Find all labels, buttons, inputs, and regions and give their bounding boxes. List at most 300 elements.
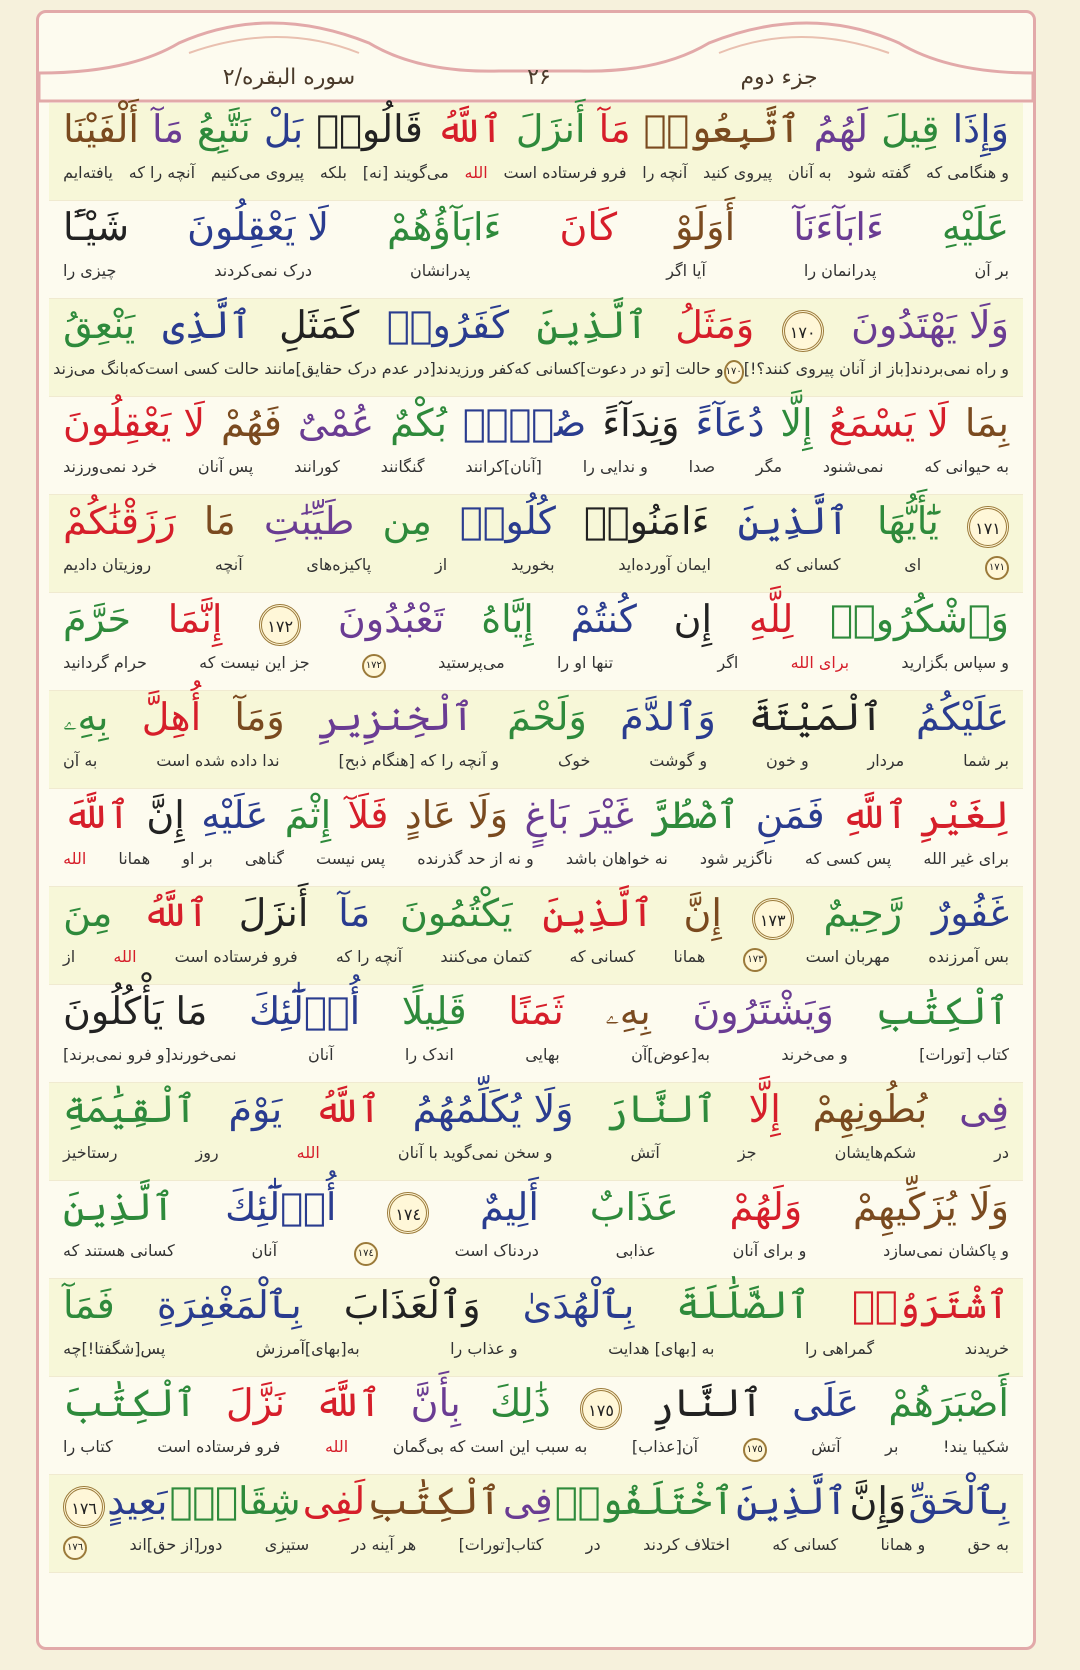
translation-word: فرو فرستاده است [503,163,627,182]
arabic-text [63,1087,1009,1139]
translation-word: به آنان [787,163,832,182]
translation-word: کفر ورزیدند[در عدم درک حقایق] [295,359,515,378]
translation-word: کتمان می‌کنند [440,947,532,966]
arabic-word: عَلَيْهِ [941,205,1009,249]
arabic-word: مَا يَأْكُلُونَ [63,989,208,1033]
arabic-word: وَإِذَا [952,107,1009,151]
translation-word: آنان [307,1045,334,1064]
arabic-word: وَمَآ [234,695,285,739]
translation-word: از [63,947,76,966]
translation-word: مانند حالت کسی است [144,359,296,378]
arabic-word: ٱخْتَلَفُوا۟ [554,1479,735,1523]
persian-translation [63,751,1009,781]
verse-line [49,1181,1023,1279]
arabic-word: إِلَّا [780,401,813,445]
arabic-word: كُلُوا۟ [459,499,556,543]
arabic-word: مَآ [338,891,371,935]
arabic-text [63,597,1009,649]
surah-label: سوره البقره/۲ [222,65,356,90]
arabic-word: أَنزَلَ [238,891,309,935]
arabic-word: ٱللَّهَ [314,1381,382,1425]
arabic-word: وَٱلدَّمَ [620,695,716,739]
arabic-text [63,891,1009,943]
arabic-word: حَرَّمَ [63,597,131,641]
translation-word: و پاکشان نمی‌سازد [883,1241,1009,1260]
translation-word: و هنگامی که [926,163,1009,182]
translation-word: می‌پرستید [438,653,505,672]
arabic-word: أَوَلَوْ [675,205,736,249]
translation-word: و گوشت [649,751,708,770]
arabic-word: فَمَنِ [755,793,825,837]
verse-number-marker-small: ١٧٤ [354,1242,378,1266]
verse-line [49,397,1023,495]
translation-word: پس آنان [197,457,254,476]
persian-translation [63,555,1009,585]
persian-translation [63,653,1009,683]
arabic-word: ٱلضَّلَٰلَةَ [676,1283,810,1327]
translation-word: می‌گویند [نه] [362,163,449,182]
arabic-word: إِنَّ [146,793,185,837]
translation-word: روزیتان دادیم [63,555,152,574]
translation-word: خرد نمی‌ورزند [63,457,158,476]
translation-word: مهربان است [805,947,891,966]
arabic-word: أُهِلَّ [141,695,202,739]
arabic-word: إِلَّا [748,1087,781,1131]
translation-word: پدرانمان را [803,261,877,280]
persian-translation [63,1045,1009,1075]
translation-word: همانا [673,947,706,966]
translation-word: یافته‌ایم [63,163,113,182]
arabic-word: وَلَا عَادٍ [404,793,509,837]
arabic-word: وَلَهُمْ [729,1185,803,1229]
translation-word: کتاب را [63,1437,113,1456]
arabic-word: ٱشْتَرَوُا۟ [852,1283,1009,1327]
arabic-text [63,401,1009,453]
translation-word: کسانی هستند که [63,1241,175,1260]
arabic-word: رَّحِيمٌ [823,891,903,935]
translation-word: به حیوانی که [924,457,1009,476]
arabic-text [63,1185,1009,1237]
verse-line [49,495,1023,593]
translation-word: مردار [867,751,905,770]
arabic-word: وَلَا يُزَكِّيهِمْ [852,1185,1009,1229]
arabic-word: ٱلَّذِينَ [63,1185,175,1229]
translation-word: درک نمی‌کردند [214,261,313,280]
arabic-word: ٱلَّذِى [162,303,252,347]
translation-word: که [128,359,145,378]
arabic-word: كُنتُمْ [570,597,637,641]
translation-word: و همانا [880,1535,926,1554]
translation-word: خوک [557,751,591,770]
translation-word: آتش [811,1437,841,1456]
arabic-word: نَزَّلَ [225,1381,286,1425]
translation-word: و راه نمی‌بردند[باز از آنان پیروی کنند؟!] [743,359,1009,378]
translation-word: در [585,1535,601,1554]
translation-word: کسانی که [514,359,581,378]
verse-number-marker: ١٧٤ [387,1192,429,1234]
translation-word: به[عوض]آن [631,1045,710,1064]
verse-number-marker-small: ١٧٠ [724,360,744,384]
arabic-word: ثَمَنًا [508,989,564,1033]
arabic-text [63,303,1009,355]
arabic-word: إِنَّ [683,891,722,935]
translation-word: چیزی را [63,261,117,280]
translation-word: فرو فرستاده است [174,947,298,966]
translation-word: بر آن [974,261,1009,280]
arabic-word: ٱللَّهُ [142,891,209,935]
arabic-word: أَصْبَرَهُمْ [888,1381,1009,1425]
translation-word: دردناک است [454,1241,539,1260]
arabic-word: ٱللَّهَ [63,793,130,837]
translation-word: خریدند [964,1339,1009,1358]
arabic-word: ٱضْطُرَّ [650,793,740,837]
translation-word: پاکیزه‌های [306,555,372,574]
translation-word: بانگ می‌زند [53,359,129,378]
arabic-word: فَمَآ [63,1283,115,1327]
arabic-text [63,793,1009,845]
verse-line [49,887,1023,985]
arabic-text [63,695,1009,747]
arabic-word: ٱلْكِتَٰبِ [875,989,1009,1033]
arabic-text [63,107,1009,159]
translation-word: از [435,555,448,574]
arabic-word: شَيْـًٔا [63,205,130,249]
arabic-word: مِن [382,499,432,543]
verse-lines [49,103,1023,1573]
verse-line [49,1083,1023,1181]
arabic-word: وَلَا يُكَلِّمُهُمُ [412,1087,574,1131]
verse-line [49,201,1023,299]
translation-word: و ندایی را [582,457,648,476]
verse-number-marker-small: ١٧١ [985,556,1009,580]
arabic-word: ءَامَنُوا۟ [583,499,710,543]
translation-word: گناهی [244,849,284,868]
arabic-word: ٱللَّهُ [314,1087,381,1131]
arabic-word: فَهُمْ [220,401,282,445]
translation-word: گنگانند [380,457,425,476]
arabic-word: وَٱلْعَذَابَ [343,1283,481,1327]
arabic-word: ٱلْقِيَٰمَةِ [63,1087,197,1131]
verse-line [49,1475,1023,1573]
translation-word: ندا داده شده است [156,751,280,770]
verse-number-marker-small: ١٧٣ [743,948,767,972]
translation-word: و آنچه را که [هنگام ذبح] [338,751,500,770]
arabic-word: عَذَابٌ [589,1185,679,1229]
translation-word: به[بهای]آمرزش [255,1339,360,1358]
translation-word: جز این نیست که [199,653,310,672]
translation-word: هر آینه در [351,1535,417,1554]
translation-word: و خون [765,751,809,770]
arabic-word: بَلْ [263,107,304,151]
translation-word: برای غیر الله [923,849,1009,868]
arabic-word: بُكْمٌ [390,401,447,445]
translation-word: بلکه [319,163,347,182]
arabic-word: ءَابَآؤُهُمْ [387,205,502,249]
arabic-word: غَيْرَ بَاغٍ [524,793,634,837]
verse-number-marker: ١٧٠ [782,310,824,352]
arabic-word: طَيِّبَٰتِ [263,499,355,543]
arabic-word: تَعْبُدُونَ [337,597,445,641]
arabic-word: أُو۟لَٰٓئِكَ [225,1185,337,1229]
translation-word: و نه از حد گذرنده [417,849,534,868]
verse-number-marker-small: ١٧٢ [362,654,386,678]
arabic-word: أَنزَلَ [515,107,586,151]
translation-word: برای الله [790,653,850,672]
arabic-word: بِهِۦ [605,989,651,1033]
translation-word: و سخن نمی‌گوید با آنان [397,1143,553,1162]
persian-translation [63,849,1009,879]
arabic-word: شِقَاقٍۭ [169,1479,301,1523]
verse-line [49,789,1023,887]
arabic-word: لَا يَسْمَعُ [828,401,949,445]
arabic-word: يَنْعِقُ [63,303,136,347]
translation-word: [آنان]کرانند [465,457,542,476]
persian-translation [63,1437,1009,1467]
translation-word: صدا [688,457,716,476]
translation-word: مگر [755,457,783,476]
persian-translation [63,1535,1009,1565]
verse-line [49,691,1023,789]
arabic-word: إِنَّمَا [167,597,223,641]
translation-word: کورانند [294,457,340,476]
arabic-word: صُمٌّۢ [462,401,587,445]
arabic-word: ٱلْمَيْتَةَ [749,695,883,739]
verse-number-marker: ١٧٦ [63,1486,105,1528]
arabic-word: ٱلْكِتَٰبَ [63,1381,197,1425]
arabic-text [63,989,1009,1041]
translation-word: الله [464,163,488,182]
arabic-word: بِأَنَّ [410,1381,461,1425]
arabic-word: ءَابَآءَنَآ [793,205,884,249]
verse-line [49,1377,1023,1475]
translation-word: به حق [967,1535,1009,1554]
arabic-word: دُعَآءً [695,401,765,445]
arabic-word: فَلَآ [347,793,389,837]
translation-word: و حالت [تو در دعوت] [580,359,724,378]
arabic-word: بِمَا [964,401,1009,445]
translation-word: الله [324,1437,349,1456]
translation-word: اختلاف کردند [643,1535,730,1554]
translation-word: کتاب [تورات] [919,1045,1009,1064]
verse-line [49,299,1023,397]
verse-number-marker: ١٧٣ [752,898,794,940]
arabic-word: ذَٰلِكَ [490,1381,551,1425]
arabic-word: لَهُمُ [813,107,869,151]
verse-line [49,985,1023,1083]
persian-translation [63,1241,1009,1271]
verse-number-marker-small: ١٧٥ [743,1438,767,1462]
persian-translation [63,457,1009,487]
juz-label: جزء دوم [740,65,818,90]
translation-word: آنچه را [642,163,688,182]
persian-translation [63,261,1009,291]
translation-word: روز [195,1143,219,1162]
arabic-word: ٱلَّذِينَ [737,499,849,543]
translation-word: و عذاب را [450,1339,518,1358]
persian-translation [63,163,1009,193]
arabic-word: غَفُورٌ [931,891,1009,935]
translation-word: پدرانشان [409,261,471,280]
translation-word: پس[شگفتا!]چه [63,1339,166,1358]
arabic-word: ٱتَّبِعُوا۟ [643,107,801,151]
arabic-text [63,1381,1009,1433]
translation-word: اندک را [404,1045,454,1064]
translation-word: آنچه [214,555,243,574]
arabic-word: لَا يَعْقِلُونَ [63,401,206,445]
arabic-word: عُمْىٌ [297,401,375,445]
arabic-word: مِنَ [63,891,113,935]
arabic-word: قَالُوا۟ [316,107,423,151]
arabic-word: بَعِيدٍ [107,1479,168,1523]
translation-word: پس نیست [315,849,386,868]
translation-word: شکم‌هایشان [834,1143,917,1162]
translation-word: آتش [630,1143,660,1162]
translation-word: اگر [717,653,739,672]
verse-line [49,103,1023,201]
translation-word: فرو فرستاده است [157,1437,281,1456]
translation-word: بس آمرزنده [928,947,1009,966]
translation-word: رستاخیز [63,1143,118,1162]
verse-number-marker: ١٧٥ [580,1388,622,1430]
arabic-word: كَفَرُوا۟ [386,303,510,347]
arabic-word: ٱلْخِنزِيرِ [318,695,474,739]
translation-word: به آن [63,751,98,770]
arabic-word: فِى [502,1479,553,1523]
arabic-word: يَٰٓأَيُّهَا [877,499,939,543]
arabic-word: أُو۟لَٰٓئِكَ [248,989,361,1033]
arabic-word: مَا [203,499,236,543]
arabic-word: عَلَيْهِ [201,793,269,837]
translation-word: آنان [251,1241,278,1260]
arabic-word: وَإِنَّ [849,1479,907,1523]
translation-word: کتاب[تورات] [458,1535,544,1554]
translation-word: نمی‌شنود [822,457,884,476]
arabic-word: رَزَقْنَٰكُمْ [63,499,176,543]
verse-number-marker: ١٧١ [967,506,1009,548]
translation-word: دور[از حق]اند [129,1535,223,1554]
arabic-word: ٱلنَّارَ [605,1087,717,1131]
arabic-word: عَلَى [792,1381,860,1425]
translation-word: الله [296,1143,320,1162]
arabic-word: لِغَيْرِ ٱللَّهِ [841,793,1009,837]
arabic-word: فِى [959,1087,1009,1131]
arabic-word: إِثْمَ [284,793,332,837]
translation-word: شکیبا یند! [943,1437,1009,1456]
translation-word: پیروی می‌کنیم [210,163,305,182]
translation-word: ستیزی [264,1535,310,1554]
translation-word: آنچه را که [335,947,403,966]
translation-word: کسانی که [569,947,636,966]
translation-word: جز [737,1143,757,1162]
arabic-word: قِيلَ [881,107,940,151]
translation-word: نمی‌خورند[و فرو نمی‌برند] [63,1045,237,1064]
arabic-word: عَلَيْكُمُ [916,695,1009,739]
translation-word: به [بهای] هدایت [608,1339,715,1358]
translation-word: و سپاس بگزارید [901,653,1009,672]
arabic-text [63,499,1009,551]
persian-translation [63,1143,1009,1173]
translation-word: گفته شود [847,163,911,182]
translation-word: آیا اگر [666,261,706,280]
translation-word: الله [113,947,137,966]
verse-line [49,593,1023,691]
arabic-word: يَكْتُمُونَ [399,891,513,935]
verse-number-marker-small: ١٧٦ [63,1536,87,1560]
translation-word: پیروی کنید [703,163,773,182]
arabic-word: ٱلَّذِينَ [536,303,648,347]
translation-word: بر شما [963,751,1009,770]
translation-word: آنچه را که [128,163,196,182]
translation-word: در [994,1143,1009,1162]
arabic-text [63,1479,1009,1531]
arabic-word: نَتَّبِعُ [197,107,251,151]
translation-word: بخورید [510,555,555,574]
translation-word: تنها او را [556,653,614,672]
arabic-word: أَلِيمٌ [480,1185,539,1229]
arabic-word: مَآ [152,107,184,151]
translation-word: بر [885,1437,899,1456]
arabic-word: بِٱلْمَغْفِرَةِ [156,1283,302,1327]
translation-word: ای [904,555,922,574]
arabic-word: كَمَثَلِ [279,303,360,347]
persian-translation [63,1339,1009,1369]
persian-translation [63,947,1009,977]
arabic-word: ٱلَّذِينَ [542,891,654,935]
verse-line [49,1279,1023,1377]
arabic-word: بِٱلْهُدَىٰ [522,1283,635,1327]
translation-word: و می‌خرند [781,1045,848,1064]
arabic-word: كَانَ [559,205,618,249]
arabic-word: وَلَحْمَ [507,695,587,739]
arabic-word: ٱللَّهُ [435,107,503,151]
translation-word: همانا [118,849,151,868]
arabic-word: وَيَشْتَرُونَ [692,989,834,1033]
translation-word: حرام گردانید [63,653,147,672]
persian-translation [53,359,1009,389]
translation-word: ایمان آورده‌اید [618,555,711,574]
translation-word: آن[عذاب] [631,1437,699,1456]
page-number: ۲۶ [527,65,551,90]
arabic-word: لِلَّهِ [748,597,794,641]
arabic-word: وَلَا يَهْتَدُونَ [851,303,1009,347]
translation-word: و برای آنان [732,1241,807,1260]
arabic-word: ٱلَّذِينَ [736,1479,848,1523]
translation-word: پس کسی که [804,849,892,868]
quran-page [36,10,1036,1650]
translation-word: بر او [182,849,213,868]
verse-number-marker: ١٧٢ [259,604,301,646]
translation-word: نه خواهان باشد [565,849,668,868]
arabic-word: مَآ [598,107,631,151]
arabic-word: أَلْفَيْنَا [63,107,139,151]
translation-word: کسانی که [774,555,841,574]
translation-word: به سبب این است که بی‌گمان [392,1437,588,1456]
arabic-word: لَفِى [302,1479,366,1523]
arabic-text [63,1283,1009,1335]
translation-word: کسانی که [772,1535,839,1554]
arabic-word: لَا يَعْقِلُونَ [187,205,330,249]
arabic-word: بِٱلْحَقِّ [908,1479,1009,1523]
translation-word: گمراهی را [804,1339,875,1358]
arabic-text [63,205,1009,257]
translation-word: الله [63,849,87,868]
translation-word: بهایی [525,1045,560,1064]
translation-word: ناگزیر شود [699,849,773,868]
arabic-word: ٱلْكِتَٰبِ [367,1479,501,1523]
arabic-word: ٱلنَّارِ [651,1381,763,1425]
arabic-word: وَنِدَآءً [602,401,680,445]
arabic-word: بِهِۦ [63,695,109,739]
